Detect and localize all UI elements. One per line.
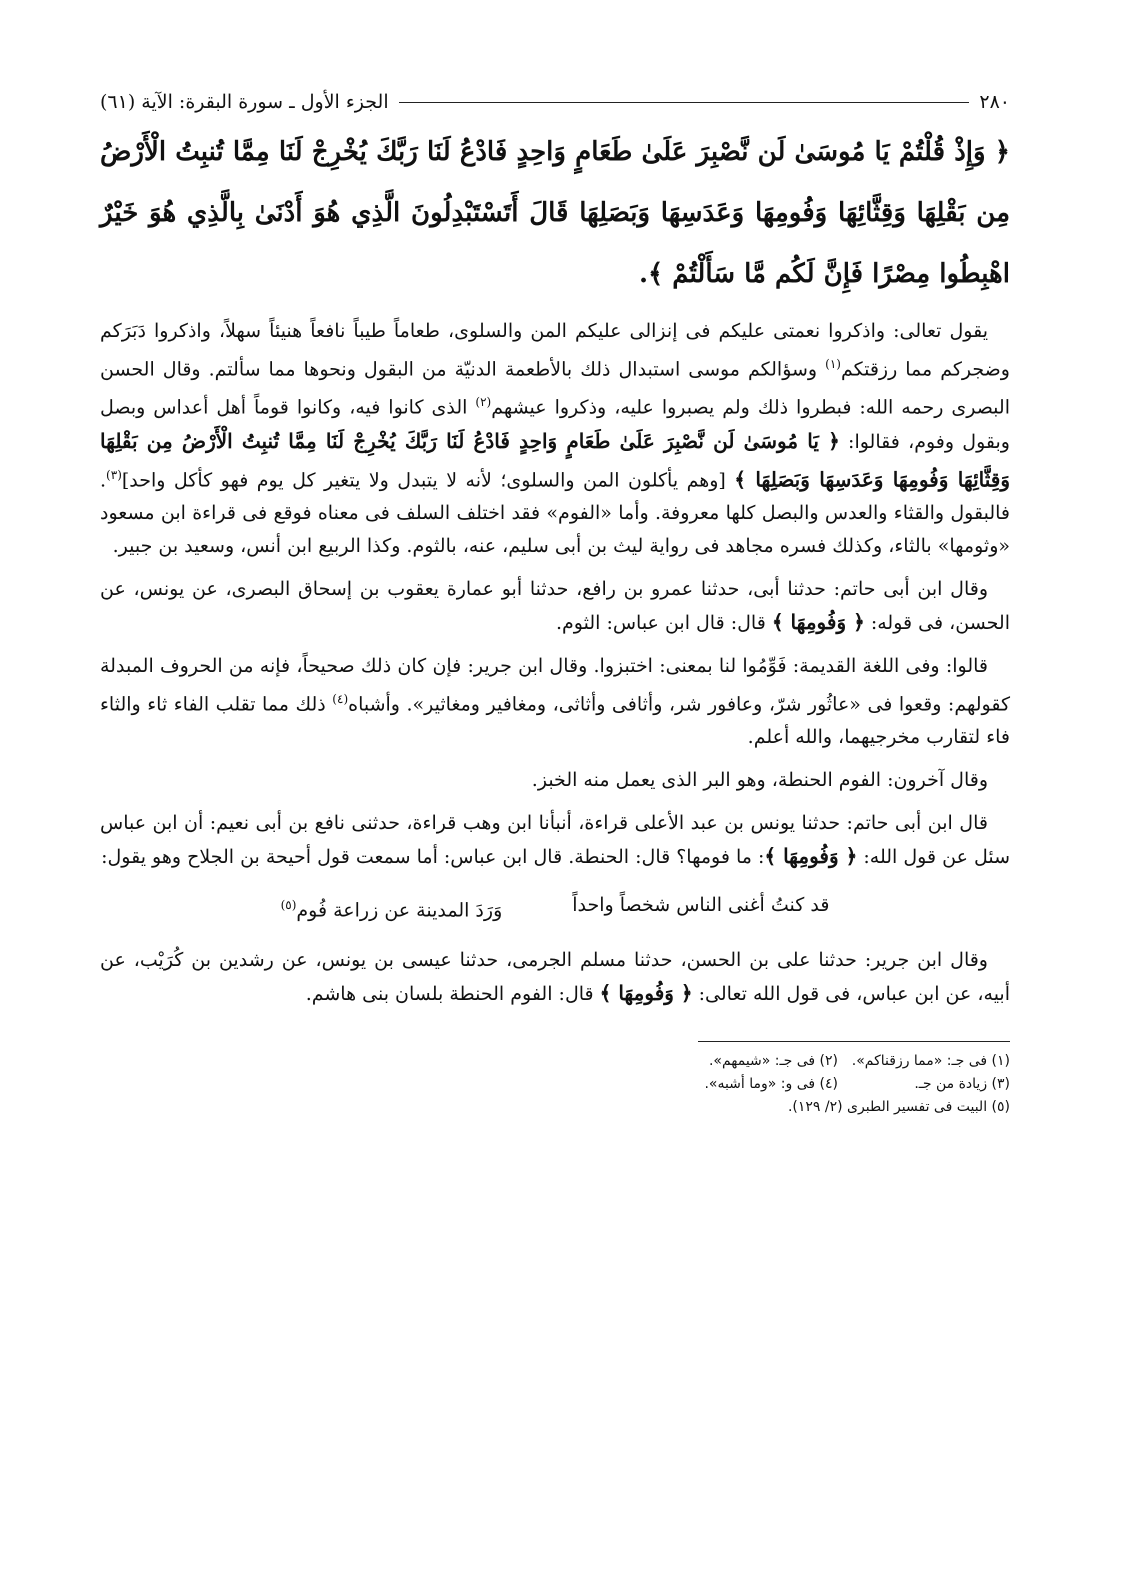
page-number: ٢٨٠ bbox=[979, 91, 1010, 113]
header-title: الجزء الأول ـ سورة البقرة: الآية (٦١) bbox=[100, 91, 389, 113]
footnote-separator bbox=[698, 1041, 1010, 1042]
running-header bbox=[100, 88, 1010, 116]
footnote-ref-5: (٥) bbox=[280, 898, 297, 913]
footnotes bbox=[100, 1050, 1010, 1119]
header-rule bbox=[399, 102, 970, 103]
paragraph-3: قالوا: وفى اللغة القديمة: فَوِّمُوا لنا بمعنى: اختبزوا. وقال ابن جرير: فإن كان ذلك صحيحاً، فإنه من الحروف المبدلة كقولهم: وقعوا فى «عاثُور شرّ، وعافور شر، وأثافى وأثاثى، ومغافير ومغاثير». وأشباه$^{(٤)}$ ذلك مما تقلب الفاء ثاء والثاء فاء لتقارب مخرجيهما، والله أعلم. bbox=[100, 654, 1010, 749]
paragraph-5: قال ابن أبى حاتم: حدثنا يونس بن عبد الأعلى قراءة، أنبأنا ابن وهب قراءة، حدثنى نافع بن أبى نعيم: أن ابن عباس سئل عن قول الله: ﴿ وَفُومِهَا ﴾: ما فومها؟ قال: الحنطة. قال ابن عباس: أما سمعت قول أحيحة بن الجلاح وهو يقول: bbox=[100, 812, 1010, 869]
footnote-1: (١) فى جـ: «مما رزقناكم». bbox=[851, 1052, 1010, 1069]
footnote-ref-4: (٤) bbox=[332, 691, 349, 706]
footnote-2: (٢) فى جـ: «شيمهم». bbox=[708, 1052, 838, 1069]
footnote-4: (٤) فى و: «وما أشبه». bbox=[704, 1075, 838, 1092]
quran-verse: ﴿ وَإِذْ قُلْتُمْ يَا مُوسَىٰ لَن نَّصْبِرَ عَلَىٰ طَعَامٍ وَاحِدٍ فَادْعُ لَنَا رَبَّكَ يُخْرِجْ لَنَا مِمَّا تُنبِتُ الْأَرْضُ مِن بَقْلِهَا وَقِثَّائِهَا وَفُومِهَا وَعَدَسِهَا وَبَصَلِهَا قَالَ أَتَسْتَبْدِلُونَ الَّذِي هُوَ أَدْنَىٰ بِالَّذِي هُوَ خَيْرٌ اهْبِطُوا مِصْرًا فَإِنَّ لَكُم مَّا سَأَلْتُمْ ﴾. bbox=[100, 137, 1010, 289]
poem-verse bbox=[100, 888, 1010, 927]
paragraph-6: وقال ابن جرير: حدثنا على بن الحسن، حدثنا مسلم الجرمى، حدثنا عيسى بن يونس، عن رشدين بن كُرَيْب، عن أبيه، عن ابن عباس، فى قول الله تعالى: ﴿ وَفُومِهَا ﴾ قال: الفوم الحنطة بلسان بنى هاشم. bbox=[100, 948, 1010, 1005]
footnote-row bbox=[100, 1050, 1010, 1073]
paragraph-2: وقال ابن أبى حاتم: حدثنا أبى، حدثنا عمرو بن رافع، حدثنا أبو عمارة يعقوب بن إسحاق البصرى، عن يونس، عن الحسن، فى قوله: ﴿ وَفُومِهَا ﴾ قال: قال ابن عباس: الثوم. bbox=[100, 577, 1010, 634]
poem-second-hemistich: وَرَدَ المدينة عن زراعة فُوم$^{(٥)}$ bbox=[280, 898, 503, 922]
footnote-ref-1: (١) bbox=[825, 357, 841, 371]
quoted-verse: ﴿ وَفُومِهَا ﴾ bbox=[764, 844, 858, 869]
footnote-3: (٣) زيادة من جـ. bbox=[914, 1075, 1010, 1092]
footnote-ref-2: (٢) bbox=[475, 395, 492, 410]
quoted-verse: ﴿ وَفُومِهَا ﴾ bbox=[771, 609, 865, 634]
footnote-row bbox=[100, 1096, 1010, 1119]
poem-first-hemistich: قد كنتُ أغنى الناس شخصاً واحداً bbox=[572, 894, 830, 917]
footnote-ref-3: (٣) bbox=[106, 467, 122, 482]
quoted-verse: ﴿ وَفُومِهَا ﴾ bbox=[599, 980, 693, 1005]
paragraph-4: وقال آخرون: الفوم الحنطة، وهو البر الذى يعمل منه الخبز. bbox=[531, 769, 988, 792]
quoted-verse: ﴿ يَا مُوسَىٰ لَن نَّصْبِرَ عَلَىٰ طَعَامٍ وَاحِدٍ فَادْعُ لَنَا رَبَّكَ يُخْرِجْ لَنَا مِمَّا تُنبِتُ الْأَرْضُ مِن بَقْلِهَا وَقِثَّائِهَا وَفُومِهَا وَعَدَسِهَا وَبَصَلِهَا ﴾ bbox=[100, 428, 1010, 491]
paragraph-1: يقول تعالى: واذكروا نعمتى عليكم فى إنزالى عليكم المن والسلوى، طعاماً طيباً نافعاً هنيئاً سهلاً، واذكروا دَبَرَكم وضجركم مما رزقتكم$^{(١)}$ وسؤالكم موسى استبدال ذلك بالأطعمة الدنيّة من البقول ونحوها مما سألتم. وقال الحسن البصرى رحمه الله: فبطروا ذلك ولم يصبروا عليه، وذكروا عيشهم$^{(٢)}$ الذى كانوا فيه، وكانوا قوماً أهل أعداس وبصل وبقول وفوم، فقالوا: ﴿ يَا مُوسَىٰ لَن نَّصْبِرَ عَلَىٰ طَعَامٍ وَاحِدٍ فَادْعُ لَنَا رَبَّكَ يُخْرِجْ لَنَا مِمَّا تُنبِتُ الْأَرْضُ مِن بَقْلِهَا وَقِثَّائِهَا وَفُومِهَا وَعَدَسِهَا وَبَصَلِهَا ﴾ [وهم يأكلون المن والسلوى؛ لأنه لا يتبدل ولا يتغير كل يوم فهو كأكل واحد]$^{(٣)}$. فالبقول والقثاء والعدس والبصل كلها معروفة. وأما «الفوم» فقد اختلف السلف فى معناه فوقع فى قراءة ابن مسعود «وثومها» بالثاء، وكذلك فسره مجاهد فى رواية ليث بن أبى سليم، عنه، بالثوم. وكذا الربيع ابن أنس، وسعيد بن جبير. bbox=[100, 320, 1010, 557]
book-page bbox=[100, 88, 1010, 1558]
footnote-row bbox=[100, 1073, 1010, 1096]
footnote-5: (٥) البيت فى تفسير الطبرى (٢/ ١٢٩). bbox=[787, 1098, 1010, 1115]
